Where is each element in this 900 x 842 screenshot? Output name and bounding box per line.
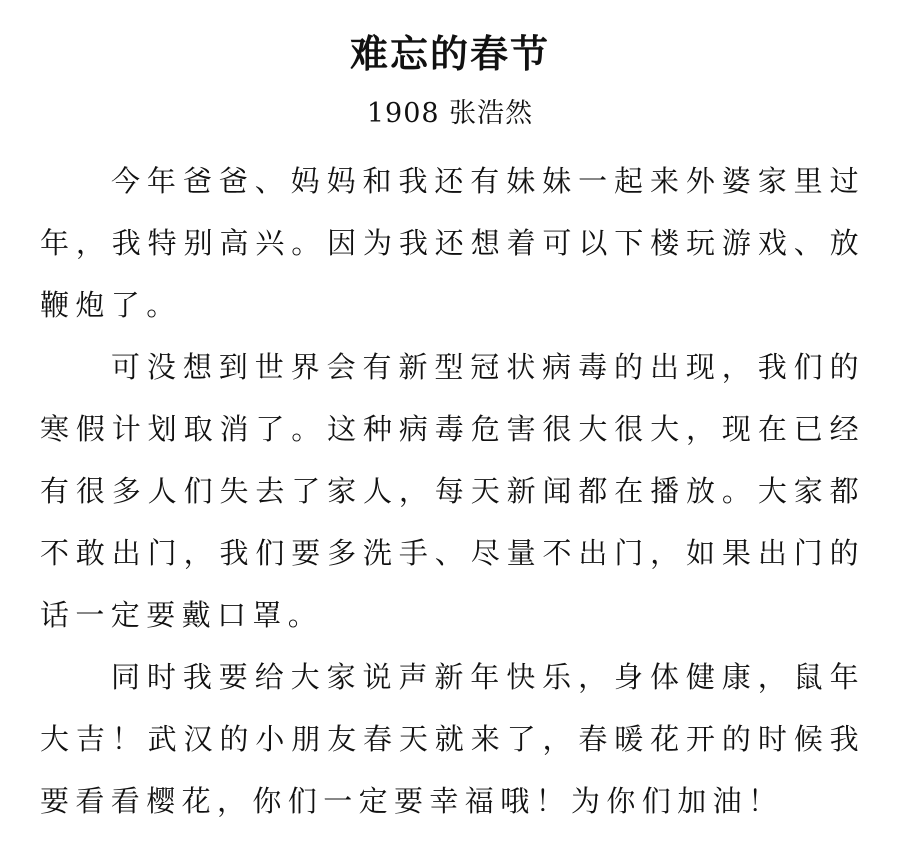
essay-body [40,150,865,832]
paragraph-2: 可没想到世界会有新型冠状病毒的出现，我们的寒假计划取消了。这种病毒危害很大很大，现在已经有很多人们失去了家人，每天新闻都在播放。大家都不敢出门，我们要多洗手、尽量不出门，如果出门的话一定要戴口罩。 [40,350,865,632]
author-byline: 1908 张浩然 [366,98,534,129]
paragraph-1: 今年爸爸、妈妈和我还有妹妹一起来外婆家里过年，我特别高兴。因为我还想着可以下楼玩游戏、放鞭炮了。 [40,164,865,322]
essay-title: 难忘的春节 [349,32,550,76]
paragraph-3: 同时我要给大家说声新年快乐，身体健康，鼠年大吉！武汉的小朋友春天就来了，春暖花开的时候我要看看樱花，你们一定要幸福哦！为你们加油！ [40,660,865,818]
